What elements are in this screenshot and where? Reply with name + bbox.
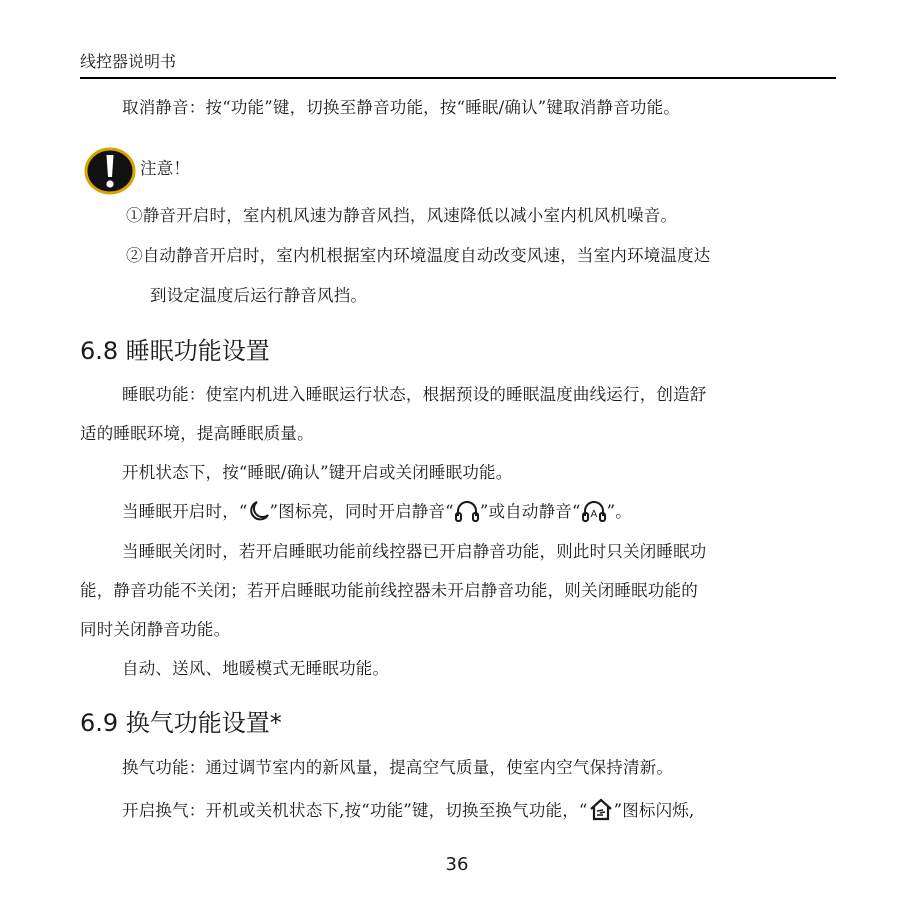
house-ventilation-icon [588,797,614,821]
note-label: 注意！ [140,159,191,178]
cancel-silent-text: 取消静音：按“功能”键，切换至静音功能，按“睡眠/确认”键取消静音功能。 [122,98,681,117]
sleep-paragraph-4-line-3: 同时关闭静音功能。 [80,620,231,639]
auto-letter: A [590,509,598,520]
sleep-paragraph-3-part-2: ”图标亮，同时开启静音“ [269,502,454,521]
header-title: 线控器说明书 [80,52,177,71]
sleep-paragraph-3-part-1: 当睡眠开启时，“ [122,502,248,521]
vent-paragraph-2-part-1: 开启换气：开机或关机状态下,按“功能”键，切换至换气功能，“ [122,801,588,820]
sleep-paragraph-4-line-1: 当睡眠关闭时，若开启睡眠功能前线控器已开启静音功能，则此时只关闭睡眠功 [122,542,707,561]
note-item-2: ②自动静音开启时，室内机根据室内环境温度自动改变风速，当室内环境温度达 [126,246,711,265]
headphones-auto-icon [581,500,607,522]
vent-paragraph-1: 换气功能：通过调节室内的新风量，提高空气质量，使室内空气保持清新。 [122,758,674,777]
note-item-2-continued: 到设定温度后运行静音风挡。 [150,286,368,305]
sleep-paragraph-3-part-3: ”或自动静音“ [479,502,581,521]
section-heading-sleep: 6.8 睡眠功能设置 [80,337,270,365]
vent-paragraph-2 [122,797,694,823]
exclamation-warning-icon [84,147,136,195]
section-heading-ventilation: 6.9 换气功能设置* [80,709,282,737]
sleep-paragraph-3 [122,500,632,524]
sleep-paragraph-3-part-4: ”。 [606,502,632,521]
page-number: 36 [445,854,469,875]
sleep-paragraph-5: 自动、送风、地暖模式无睡眠功能。 [122,659,390,678]
sleep-paragraph-1-line-2: 适的睡眠环境，提高睡眠质量。 [80,424,314,443]
sleep-paragraph-2: 开机状态下，按“睡眠/确认”键开启或关闭睡眠功能。 [122,463,513,482]
sleep-paragraph-4-line-2: 能，静音功能不关闭；若开启睡眠功能前线控器未开启静音功能，则关闭睡眠功能的 [80,581,698,600]
header-divider [80,77,836,79]
headphones-icon [454,500,480,522]
moon-icon [248,500,270,522]
note-item-1: ①静音开启时，室内机风速为静音风挡，风速降低以减小室内机风机噪音。 [126,206,678,225]
sleep-paragraph-1-line-1: 睡眠功能：使室内机进入睡眠运行状态，根据预设的睡眠温度曲线运行，创造舒 [122,385,707,404]
vent-paragraph-2-part-2: ”图标闪烁, [613,801,695,820]
